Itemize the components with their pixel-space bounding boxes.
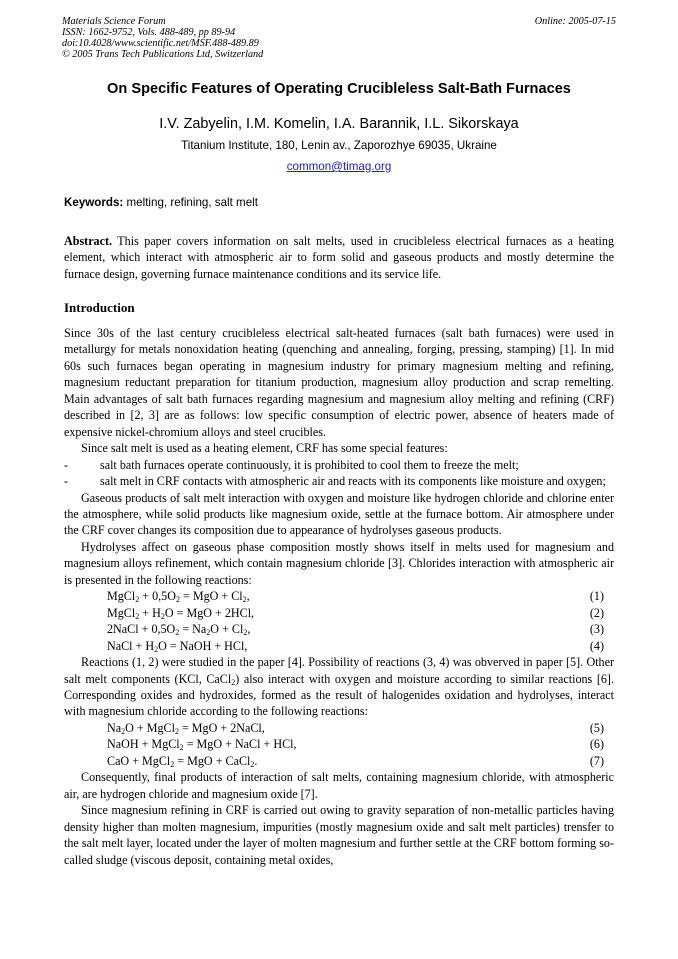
journal-name: Materials Science Forum [62,16,166,27]
subscript: 2 [231,677,236,687]
paragraph: Since salt melt is used as a heating element, CRF has some special features: [81,441,448,456]
equation-number: (5) [589,720,604,735]
equation-number: (7) [589,753,604,768]
section-heading-introduction: Introduction [64,300,135,315]
paragraph: Gaseous products of salt melt interaction with oxygen and moisture like hydrogen chloride and chlorine enter the atmosphere, while solid products like magnesium oxide, settle at the furnace bottom. Air atmosphere under the CRF cover changes its composition due to appearance of hydrolyses gaseous products. [64,490,614,538]
equation-3: 2NaCl + $0,5O_2 = Na_2O + Cl_2$, (3) [107,622,604,638]
list-item: - salt melt in CRF contacts with atmospheric air and reacts with its components like moisture and oxygen; [64,474,606,489]
issn-line: ISSN: 1662-9752, Vols. 488-489, pp 89-94 [62,27,236,38]
doi-line: doi:10.4028/www.scientific.net/MSF.488-489.89 [62,38,259,49]
paper-title: On Specific Features of Operating Crucibleless Salt-Bath Furnaces [107,81,571,97]
equation-2: MgCl$_2$ + $H_2O$ = MgO + 2HCl, (2) [107,605,604,621]
equation-number: (4) [589,638,604,653]
equation-6: NaOH + MgCl$_2$ = MgO + NaCl + HCl, (6) [107,737,604,753]
running-header [62,16,616,60]
equation-1: MgCl$_2$ + $0,5O_2$ = MgO + $Cl_2$, (1) [107,589,604,605]
equation-number: (2) [589,605,604,620]
equation-number: (1) [589,589,604,604]
keywords-text: melting, refining, salt melt [126,196,258,209]
copyright-line: © 2005 Trans Tech Publications Ltd, Switzerland [62,49,264,60]
equation-number: (3) [589,622,604,637]
paragraph: Since 30s of the last century crucibleless electrical salt-heated furnaces (salt bath furnaces) were used in metallurgy for metals nonoxidation heating (quenching and annealing, forging, pressing, stamping) [1]. In mid 60s such furnaces began operating in magnesium industry for primary magnesium melting and refining, magnesium reductant preparation for titanium production, magnesium alloy production and scrap remelting. Main advantages of salt bath furnaces regarding magnesium and magnesium alloy melting and refining (CRF) described in [2, 3] are as follows: low specific consumption of electric power, absence of heaters made of expensive nickel-chromium alloys and steel crucibles. [64,326,614,439]
author-list: I.V. Zabyelin, I.M. Komelin, I.A. Barannik, I.L. Sikorskaya [159,116,519,132]
paragraph: Consequently, final products of interaction of salt melts, containing magnesium chloride, with atmospheric air, are hydrogen chloride and magnesium oxide [7]. [64,770,614,801]
paragraph: Hydrolyses affect on gaseous phase composition mostly shows itself in melts used for magnesium and magnesium alloys refinement, which contain magnesium chloride [3]. Chlorides interaction with atmospheric air is presented in the following reactions: [64,539,614,587]
paragraph-text: Reactions (1, 2) were studied in the paper [4]. Possibility of reactions (3, 4) was obverved in paper [5]. Other salt melt components (KCl, CaCl [64,655,614,686]
equation-4: NaCl + $H_2O$ = NaOH + HCl, (4) [107,638,604,654]
paragraph: Since magnesium refining in CRF is carried out owing to gravity separation of non-metallic particles having density higher than molten magnesium, impurities (mostly magnesium oxide and salt melt particles) trensfer to the salt melt layer, located under the layer of molten magnesium and further settle at the CRF bottom forming so-called sludge (viscous deposit, containing metal oxides, [64,803,614,867]
paragraph-text: ) also interact with oxygen and moisture according to similar reactions [6]. Corresponding oxides and hydroxides, formed as the result of halogenides oxidation and hydrolyses, interact with magnesium chloride according to the following reactions: [64,671,614,719]
list-item-text: salt bath furnaces operate continuously, it is prohibited to cool them to freeze the melt; [100,457,519,472]
keywords [64,196,258,209]
equation-7: CaO + MgCl$_2$ = MgO + CaCl$_2$. (7) [107,753,604,769]
equation-5: $Na_2O$ + MgCl$_2$ = MgO + 2NaCl, (5) [107,720,604,736]
abstract [64,233,614,282]
paragraph [64,654,614,720]
email-line [0,160,678,173]
affiliation: Titanium Institute, 180, Lenin av., Zaporozhye 69035, Ukraine [181,139,497,152]
email-link[interactable]: common@timag.org [286,160,392,173]
list-item: - salt bath furnaces operate continuously, it is prohibited to cool them to freeze the melt; [64,457,519,472]
main-text [64,325,614,868]
abstract-label: Abstract. [64,234,113,248]
online-date: Online: 2005-07-15 [534,16,616,27]
list-item-text: salt melt in CRF contacts with atmospheric air and reacts with its components like moisture and oxygen; [100,474,606,489]
equation-number: (6) [589,737,604,752]
abstract-text: This paper covers information on salt melts, used in crucibleless electrical furnaces as a heating element, which interact with atmospheric air to form solid and gaseous products and mostly determine the furnace design, governing furnace maintenance conditions and its service life. [64,234,615,281]
keywords-label: Keywords: [64,196,124,209]
